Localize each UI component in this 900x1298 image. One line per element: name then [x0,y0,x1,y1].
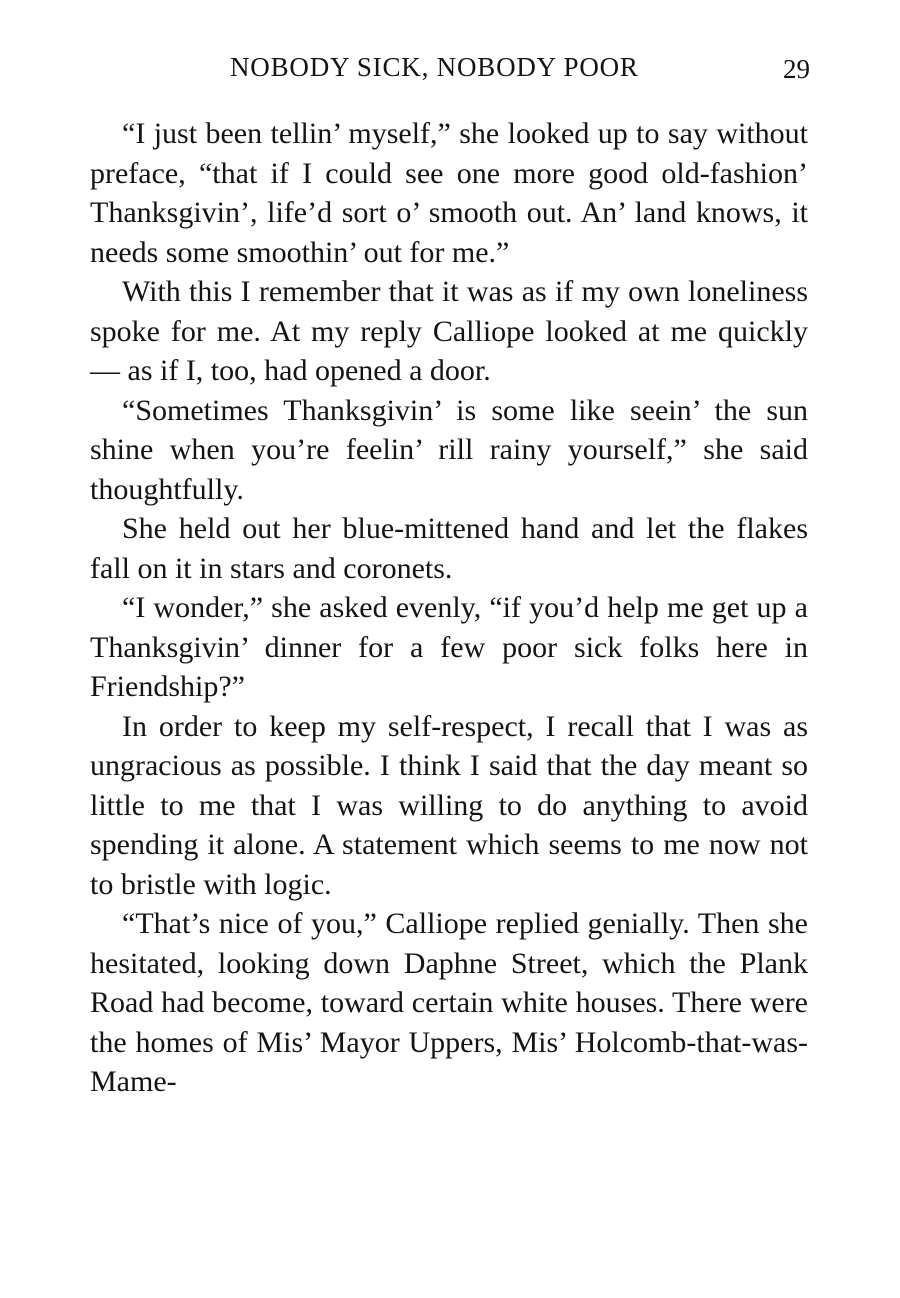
paragraph: “Sometimes Thanksgivin’ is some like seein’ the sun shine when you’re feelin’ rill rainy yourself,” she said thoughtfully. [90,393,808,506]
paragraph: “I wonder,” she asked evenly, “if you’d help me get up a Thanksgivin’ dinner for a few poor sick folks here in Friendship?” [90,591,808,703]
paragraph: “I just been tellin’ myself,” she looked up to say without preface, “that if I could see one more good old-fashion’ Thanksgivin’, life’d sort o’ smooth out. An’ land knows, it needs some smoothin’ out for me.” [90,117,808,269]
paragraph: With this I remember that it was as if my own loneliness spoke for me. At my reply Calliope looked at me quickly — as if I, too, had opened a door. [90,275,808,387]
paragraph: In order to keep my self-respect, I recall that I was as ungracious as possible. I think I said that the day meant so little to me that I was willing to do anything to avoid spending it alone. A statement which seems to me now not to bristle with logic. [90,709,808,901]
paragraph: She held out her blue-mittened hand and let the flakes fall on it in stars and coronets. [90,512,808,585]
paragraph: “That’s nice of you,” Calliope replied genially. Then she hesitated, looking down Daphne Street, which the Plank Road had become, toward certain white houses. There were the homes of Mis’ Mayor Uppers, Mis’ Holcomb-that-was-Mame- [90,907,808,1098]
page-number: 29 [783,54,810,84]
body-text [90,114,808,1102]
page-header [90,52,810,88]
running-title: NOBODY SICK, NOBODY POOR [230,52,639,82]
